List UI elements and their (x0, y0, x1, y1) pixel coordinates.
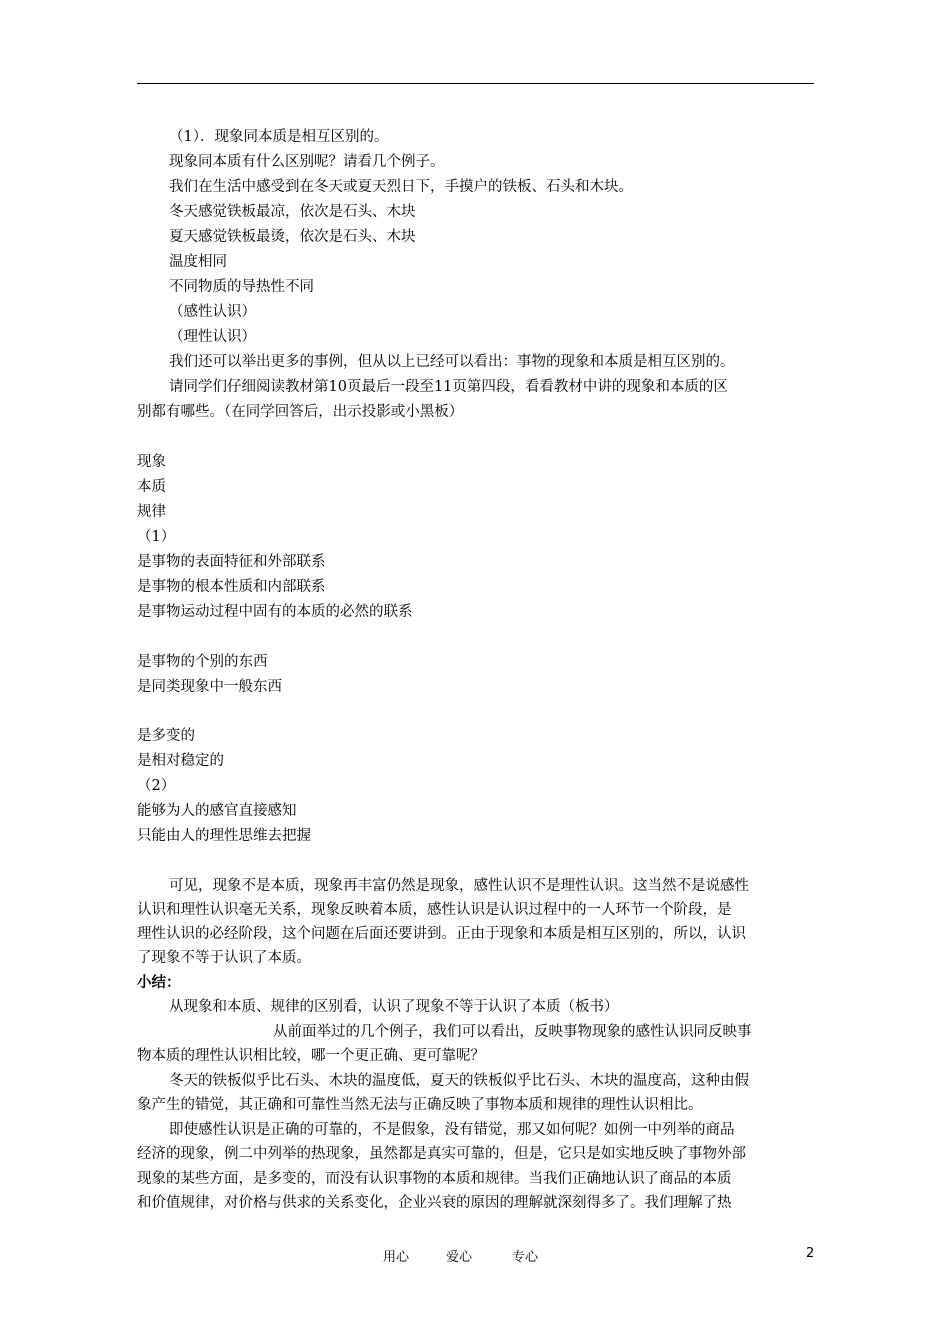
text-line: 别都有哪些。（在同学回答后，出示投影或小黑板） (137, 404, 464, 420)
text-line: 和价值规律，对价格与供求的关系变化，企业兴衰的原因的理解就深刻得多了。我们理解了热 (137, 1195, 732, 1211)
text-line: 是事物运动过程中固有的本质的必然的联系 (137, 604, 413, 620)
text-line: 我们在生活中感受到在冬天或夏天烈日下，手摸户的铁板、石头和木块。 (169, 179, 633, 195)
text-line: 请同学们仔细阅读教材第10页最后一段至11页第四段，看看教材中讲的现象和本质的区 (169, 379, 728, 395)
text-line: 象产生的错觉，其正确和可靠性当然无法与正确反映了事物本质和规律的理性认识相比。 (137, 1097, 703, 1113)
text-line: 是同类现象中一般东西 (137, 679, 282, 695)
text-line: 温度相同 (169, 254, 227, 270)
text-line: 冬天的铁板似乎比石头、木块的温度低，夏天的铁板似乎比石头、木块的温度高，这种由假 (169, 1073, 749, 1089)
text-line: 是事物的根本性质和内部联系 (137, 579, 326, 595)
text-line: 冬天感觉铁板最凉，依次是石头、木块 (169, 204, 416, 220)
footer-text: 爱心 (446, 1250, 473, 1265)
text-line: 不同物质的导热性不同 (169, 279, 314, 295)
footer-text: 用心 (383, 1250, 410, 1265)
page-number: 2 (806, 1246, 815, 1261)
text-line: 可见，现象不是本质，现象再丰富仍然是现象，感性认识不是理性认识。这当然不是说感性 (169, 878, 749, 894)
text-line: （1） (137, 529, 176, 545)
text-line: 是事物的表面特征和外部联系 (137, 554, 326, 570)
header-rule (137, 83, 814, 84)
text-line: 能够为人的感官直接感知 (137, 803, 297, 819)
text-line: （2） (137, 778, 176, 794)
text-line: 本质 (137, 479, 166, 495)
text-line: 现象的某些方面，是多变的，而没有认识事物的本质和规律。当我们正确地认识了商品的本质 (137, 1171, 732, 1187)
text-line: 是事物的个别的东西 (137, 654, 268, 670)
text-line: 经济的现象，例二中列举的热现象，虽然都是真实可靠的，但是，它只是如实地反映了事物外部 (137, 1146, 746, 1162)
text-line: 现象同本质有什么区别呢？请看几个例子。 (169, 154, 445, 170)
text-line: 是多变的 (137, 728, 195, 744)
text-line: 是相对稳定的 (137, 753, 224, 769)
text-line: 理性认识的必经阶段，这个问题在后面还要讲到。正由于现象和本质是相互区别的，所以，认识 (137, 926, 746, 942)
text-line: 现象 (137, 454, 166, 470)
text-line: 即使感性认识是正确的可靠的，不是假象，没有错觉，那又如何呢？如例一中列举的商品 (169, 1122, 735, 1138)
summary-heading: 小结： (137, 974, 181, 991)
text-line: 认识和理性认识毫无关系，现象反映着本质，感性认识是认识过程中的一人环节一个阶段，是 (137, 902, 732, 918)
text-line: 规律 (137, 504, 166, 520)
text-line: 我们还可以举出更多的事例，但从以上已经可以看出：事物的现象和本质是相互区别的。 (169, 354, 735, 370)
text-line: 了现象不等于认识了本质。 (137, 950, 311, 966)
text-line: 夏天感觉铁板最烫，依次是石头、木块 (169, 229, 416, 245)
text-line: 只能由人的理性思维去把握 (137, 828, 311, 844)
text-line: 从前面举过的几个例子，我们可以看出，反映事物现象的感性认识同反映事 (273, 1024, 752, 1040)
text-line: （1）．现象同本质是相互区别的。 (169, 129, 389, 145)
text-line: （感性认识） (169, 304, 256, 320)
text-line: 从现象和本质、规律的区别看，认识了现象不等于认识了本质（板书） (169, 999, 619, 1015)
text-line: 物本质的理性认识相比较，哪一个更正确、更可靠呢？ (137, 1048, 485, 1064)
text-line: （理性认识） (169, 329, 256, 345)
footer-text: 专心 (512, 1250, 539, 1265)
